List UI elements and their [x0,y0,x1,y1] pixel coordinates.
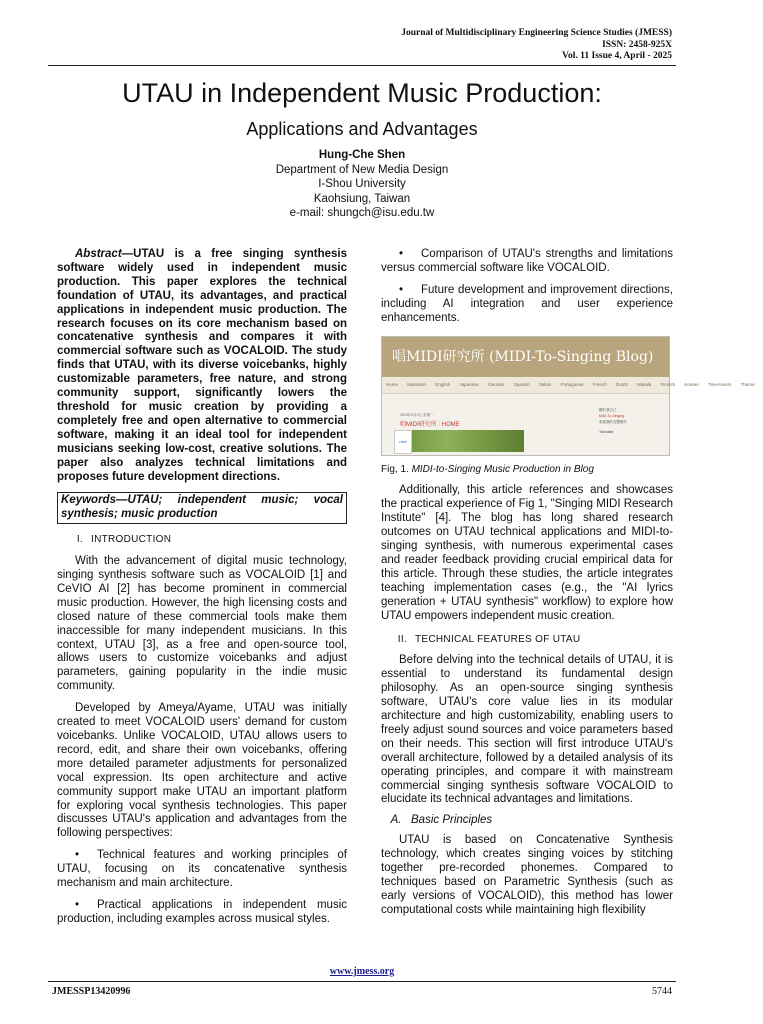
blog-sidebar [599,407,659,435]
subsection-a-title: Basic Principles [411,814,493,827]
author-dept: Department of New Media Design [275,163,449,176]
header-rule [48,65,676,66]
figure-caption [381,463,673,477]
journal-issn: ISSN: 2458-925X [602,39,672,50]
bullet-dot: • [75,898,80,911]
blog-nav-item: Japanese [459,381,479,387]
bullet-dot: • [399,283,404,296]
blog-date: 2019年3月4日 星期一 [400,412,434,417]
blog-nav-item: Korean [684,381,699,387]
section-1-heading [57,533,347,547]
blog-home-title: 唱MIDI研究所 : HOME [400,421,460,428]
bullet-text: Comparison of UTAU's strengths and limitations versus commercial software like VOCALOID. [381,248,673,274]
bullet-text: Technical features and working principles of UTAU, focusing on its concatenative synthesis mechanism and main architecture. [57,849,347,890]
abstract-lead: Abstract [75,248,122,260]
blog-nav-item: Theme [740,381,755,387]
bullet-item-2 [57,899,347,927]
sidebar-title: 關於我自己 [599,407,617,412]
blog-nav-item: Dutch [616,381,628,387]
right-column [381,248,755,918]
author-email: e-mail: shungch@isu.edu.tw [289,207,435,219]
author-block [0,148,724,221]
section-2-heading [381,633,673,647]
caption-text: MIDI-to-Singing Music Production in Blog [411,463,594,475]
footer-page-number: 5744 [652,986,672,997]
blog-nav-item: English [435,381,451,387]
blog-nav-item: Portuguese [560,381,584,387]
blog-nav-item: Spanish [513,381,530,387]
section-1-number: I. [76,534,83,546]
section-2-number: II. [397,633,407,645]
blog-nav-item: Malaila [637,381,652,387]
intro-paragraph-1: With the advancement of digital music technology, singing synthesis software such as VOCALOID [1] and CeVIO AI [2] has become prominent in commercial music production. However, the high licensing costs and closed nature of these commercial tools make them inaccessible for many independent musicians. In this context, UTAU [3], as a free and open-source tool, allows users to customize voicebanks and adjust parameters, gaining popularity in the indie music community. [57,555,347,693]
subsection-a-number: A. [390,814,402,827]
midi-logo: midi [394,430,412,454]
sidebar-translate: Translate [599,429,614,434]
keywords-box: Keywords—UTAU; independent music; vocal synthesis; music production [57,492,347,524]
basic-principles-paragraph: UTAU is based on Concatenative Synthesis technology, which creates singing voices by stitching together pre-recorded phonemes. Compared to techniques based on Parametric Synthesis (such as early versions of VOCALOID), this method has lower computational costs while maintaining high flexibility [381,834,673,916]
subsection-a-heading [381,814,673,828]
author-univ: I-Shou University [318,178,406,190]
section-1-title: INTRODUCTION [91,534,172,546]
author-name: Hung-Che Shen [318,149,406,161]
footer-rule [48,981,676,982]
paper-title: UTAU in Independent Music Production: [122,78,602,108]
footer-article-id: JMESSP13420996 [52,986,131,997]
blog-nav-item: Italian [539,381,552,387]
section-2-title: TECHNICAL FEATURES OF UTAU [415,633,581,645]
blog-banner: 唱MIDI研究所 (MIDI-To-Singing Blog) [382,337,669,377]
blog-nav-item: Finnish [660,381,676,387]
blog-nav [382,377,755,394]
blog-nav-item: French [592,381,607,387]
author-city: Kaohsiung, Taiwan [313,192,411,205]
blog-nav-item: German [488,381,505,387]
footer-url-link[interactable]: www.jmess.org [329,966,395,977]
technical-paragraph-1: Before delving into the technical details of UTAU, it is essential to understand its fundamental design philosophy. As an open-source singing synthesis software, UTAU's core value lies in its modular architecture and high customizability, enabling users to freely adjust sound sources and voice parameters based on their needs. This section will first introduce UTAU's overall architecture, followed by a detailed analysis of its operating principles, and compare it with mainstream commercial singing synthesis software VOCALOID to elucidate its technical advantages and limitations. [381,654,673,806]
sidebar-link: MIDI-To-Singing [599,413,625,418]
abstract-text: —UTAU is a free singing synthesis software widely used in independent music production. This paper explores the technical foundation of UTAU, its advantages, and practical applications in independent music production. The research focuses on its core mechanism based on concatenative synthesis and compares it with commercial software such as VOCALOID. The study finds that UTAU, with its diverse voicebanks, highly customizable parameters, free nature, and strong community support, significantly lowers the threshold for music creation by providing a completely free and open alternative to commercial software, making it an ideal tool for independent musicians seeking low-cost, creative solutions. The paper also analyzes technical limitations and proposes future development directions. [57,248,347,483]
paper-subtitle: Applications and Advantages [246,119,478,139]
left-column [57,248,347,927]
journal-name: Journal of Multidisciplinary Engineering Science Studies (JMESS) [401,28,672,38]
bullet-item-4 [381,284,673,326]
bullet-text: Practical applications in independent music production, including examples across musical styles. [57,898,347,925]
journal-header [401,28,672,63]
figure-discussion-paragraph: Additionally, this article references and showcases the practical experience of Fig 1, "Singing MIDI Research Institute" [4]. The blog has long shared research outcomes on UTAU technical applications and MIDI-to-singing synthesis, with numerous experimental cases and reader feedback providing crucial empirical data for this article. Through these studies, the article integrates teaching implementation cases (e.g., the "AI lyrics generation + UTAU synthesis" workflow) to explore how UTAU empowers independent music creation. [381,484,673,622]
caption-label: Fig, 1. [381,463,409,475]
blog-header-image [394,430,524,452]
bullet-item-3 [381,248,673,276]
journal-volume: Vol. 11 Issue 4, April - 2025 [562,51,672,61]
blog-nav-item: Time-lovers [708,381,732,387]
abstract [57,248,347,484]
figure-blog-screenshot [381,336,755,456]
sidebar-text: 查看我的完整簡介 [599,419,627,424]
bullet-item-1 [57,849,347,891]
bullet-dot: • [399,248,404,260]
blog-nav-item: Mandarin [407,381,427,387]
bullet-text: Future development and improvement directions, including AI integration and user experience enhancements. [381,283,673,324]
intro-paragraph-2: Developed by Ameya/Ayame, UTAU was initially created to meet VOCALOID users' demand for custom voicebanks. Unlike VOCALOID, UTAU allows users to record, edit, and share their own voicebanks, offering more detailed parameter adjustments for personalized vocal expression. Its open architecture and active community support make UTAU an important platform for exploring vocal synthesis technologies. This paper discusses UTAU's application and advantages from the following perspectives: [57,702,347,840]
bullet-dot: • [75,849,80,862]
blog-nav-item: Home [386,381,399,387]
